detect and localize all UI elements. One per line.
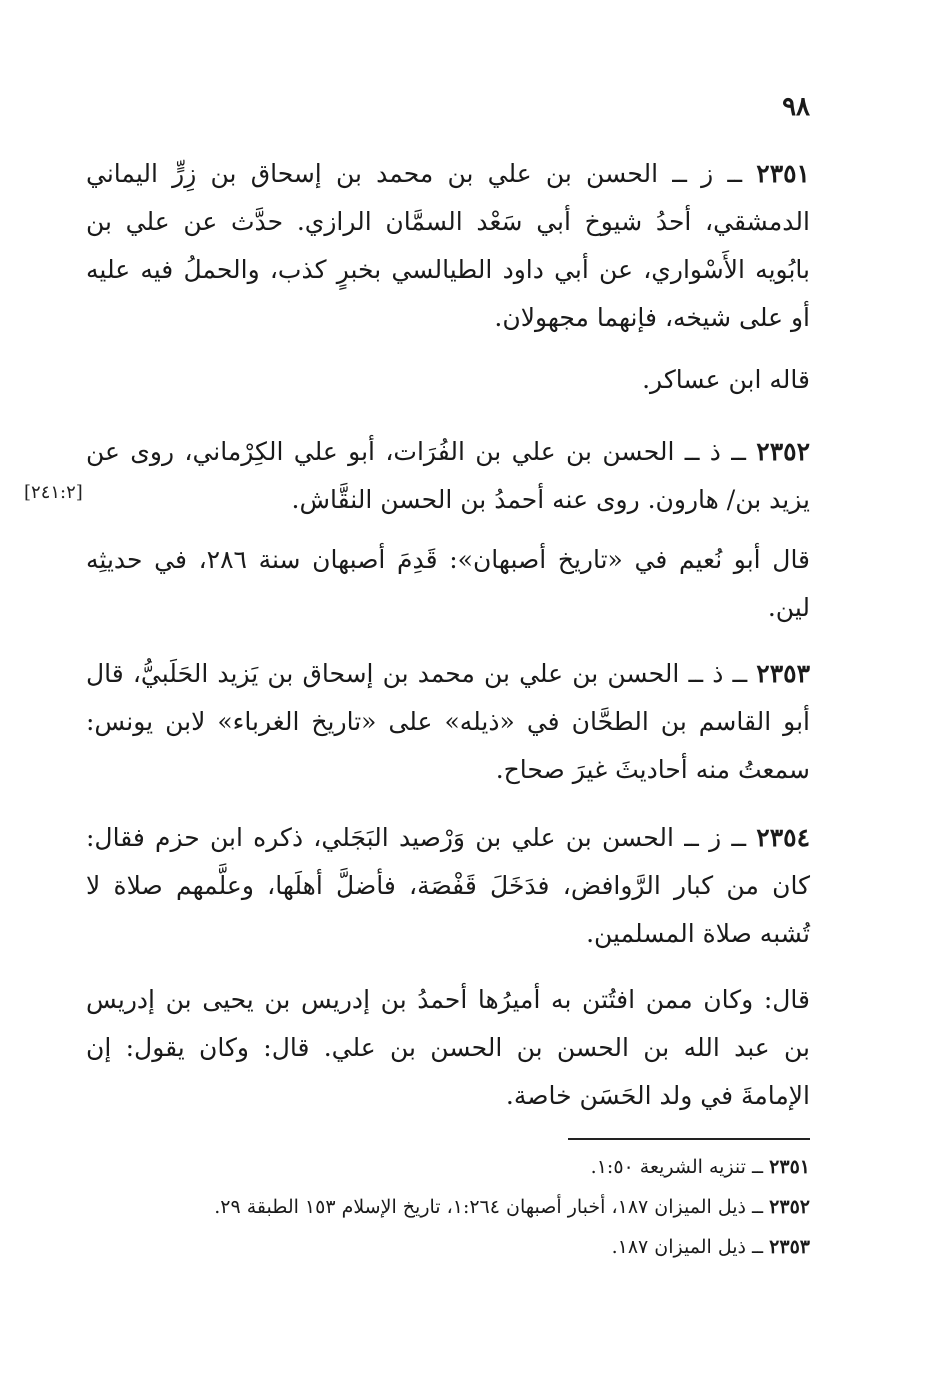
entry-number: ٢٣٥١ [756, 159, 810, 188]
footnote-number: ٢٣٥١ [769, 1156, 810, 1178]
entry-text: ــ ذ ــ الحسن بن علي بن الفُرَات، أبو علي الكِرْماني، روى عن يزيد بن/ هارون. روى عنه أحمدُ بن الحسن النقَّاش. [86, 437, 810, 514]
entry-text: ــ ز ــ الحسن بن علي بن محمد بن إسحاق بن زِرٍّ اليماني الدمشقي، أحدُ شيوخ أبي سَعْد السمَّان الرازي. حدَّث عن علي بن بابُويه الأَسْواري، عن أبي داود الطيالسي بخبرٍ كذب، والحملُ فيه عليه أو على شيخه، فإنهما مجهولان. [86, 159, 810, 332]
entry-2352-note [86, 536, 810, 632]
entry-text: ــ ذ ــ الحسن بن علي بن محمد بن إسحاق بن يَزيد الحَلَبيُّ، قال أبو القاسم بن الطحَّان في «ذيله» على «تاريخ الغرباء» لابن يونس: سمعتُ منه أحاديثَ غيرَ صحاح. [86, 659, 810, 784]
entry-2352 [86, 428, 810, 524]
footnote-text: ــ ذيل الميزان ١٨٧، أخبار أصبهان ١:٢٦٤، تاريخ الإسلام ١٥٣ الطبقة ٢٩. [214, 1196, 764, 1218]
entry-text: قال: وكان ممن افتُتن به أميرُها أحمدُ بن إدريس بن يحيى بن إدريس بن عبد الله بن الحسن بن الحسن بن علي. قال: وكان يقول: إن الإمامةَ في ولد الحَسَن خاصة. [86, 985, 810, 1110]
entry-number: ٢٣٥٤ [756, 823, 810, 852]
margin-reference: [٢٤١:٢] [24, 482, 83, 503]
page-number: ٩٨ [782, 92, 810, 122]
entry-2354-note [86, 976, 810, 1120]
entry-2351 [86, 150, 810, 342]
entry-number: ٢٣٥٢ [756, 437, 811, 466]
footnote-2353 [86, 1232, 810, 1262]
footnote-number: ٢٣٥٣ [769, 1236, 810, 1258]
footnote-2351 [86, 1152, 810, 1182]
entry-number: ٢٣٥٣ [756, 659, 810, 688]
footnote-text: ــ ذيل الميزان ١٨٧. [611, 1236, 764, 1258]
footnote-divider [568, 1138, 810, 1140]
footnote-number: ٢٣٥٢ [769, 1196, 810, 1218]
entry-2353 [86, 650, 810, 794]
entry-text: قال أبو نُعيم في «تاريخ أصبهان»: قَدِمَ أصبهان سنة ٢٨٦، في حديثِه لين. [86, 545, 811, 622]
entry-text: ــ ز ــ الحسن بن علي بن وَرْصيد البَجَلي، ذكره ابن حزم فقال: كان من كبار الرَّوافض، فدَخَلَ قَفْصَة، فأضلَّ أهلَها، وعلَّمهم صلاة لا تُشبه صلاة المسلمين. [86, 823, 810, 948]
entry-2354 [86, 814, 810, 958]
footnote-2352 [86, 1192, 810, 1222]
entry-text: قاله ابن عساكر. [642, 365, 810, 394]
entry-2351-note [86, 356, 810, 404]
footnote-text: ــ تنزيه الشريعة ١:٥٠. [590, 1156, 764, 1178]
